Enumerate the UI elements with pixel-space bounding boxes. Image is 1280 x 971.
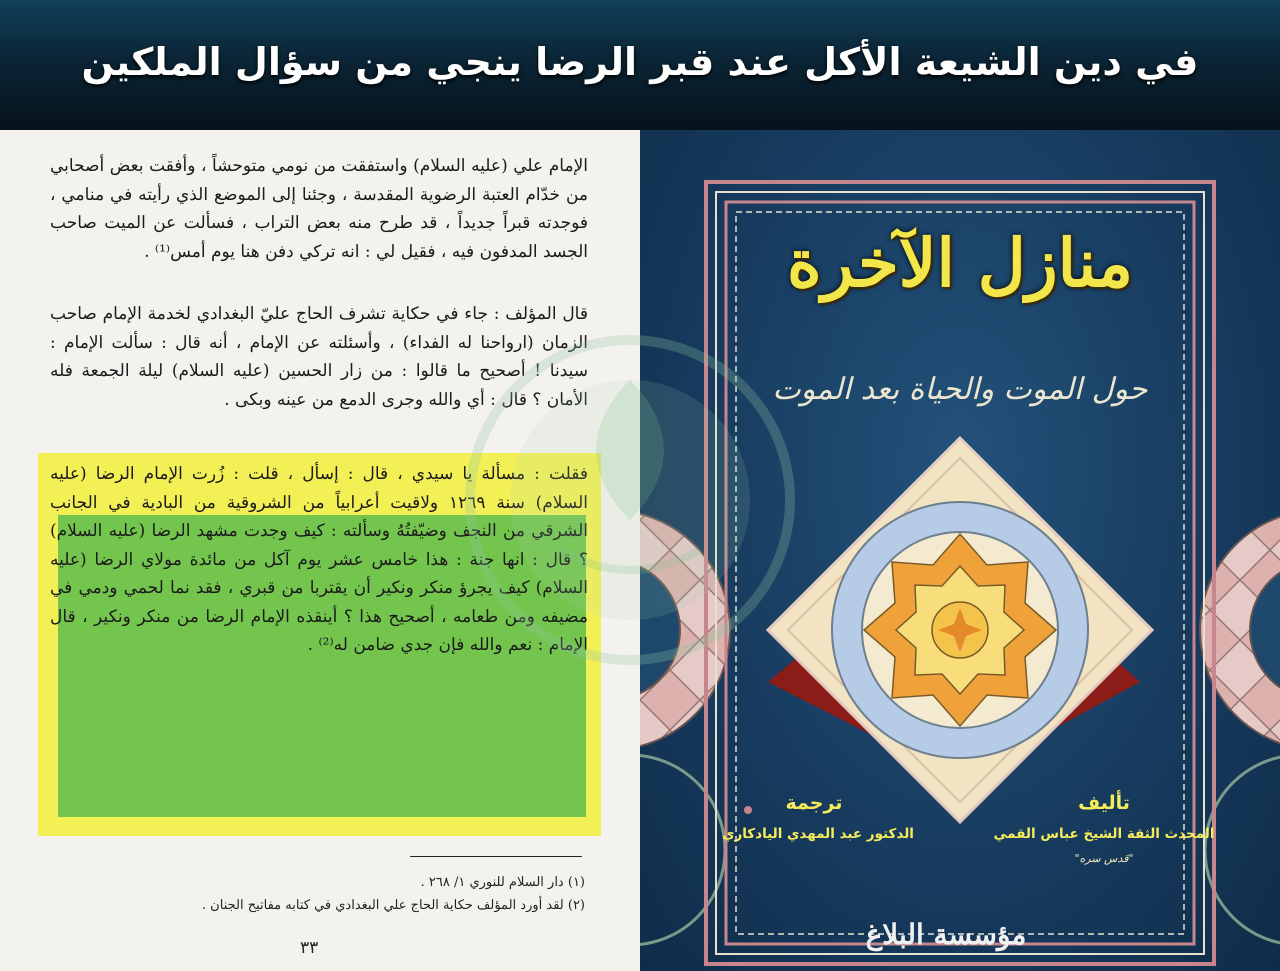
footnote-divider <box>410 856 582 857</box>
author-label: تأليف <box>1078 792 1130 814</box>
page-paragraph-2: قال المؤلف : جاء في حكاية تشرف الحاج عليّ البغدادي لخدمة الإمام صاحب الزمان (ارواحنا له الفداء) ، وأسئلته عن الإمام ، أنه قال : سألت الإمام : سيدنا ! أصحيح ما قالوا : من زار الحسين (عليه السلام) ليلة الجمعة فله الأمان ؟ قال : أي والله وجرى الدمع من عينه وبكى . <box>50 304 588 410</box>
page-paragraph-1: الإمام علي (عليه السلام) واستفقت من نومي متوحشاً ، وأفقت بعض أصحابي من خدّام العتبة الرضوية المقدسة ، وجئنا إلى الموضع الذي رأيته في منامي ، فوجدته قبراً جديداً ، قد طرح منه بعض التراب ، فسألت عن الميت صاحب الجسد المدفون فيه ، فقيل لي : انه تركي دفن هنا يوم أمس⁽¹⁾ . <box>50 156 588 262</box>
book-cover <box>640 130 1280 971</box>
cover-title: منازل الآخرة <box>787 224 1133 302</box>
banner-title: في دين الشيعة الأكل عند قبر الرضا ينجي من سؤال الملكين <box>81 40 1199 84</box>
page-number: ٣٣ <box>300 938 319 958</box>
author-honorific: "قدس سره" <box>1074 852 1134 865</box>
header-banner <box>0 0 1280 130</box>
footnote-1: (١) دار السلام للنوري ١/ ٢٦٨ . <box>420 875 585 890</box>
translator-label: ترجمة <box>785 792 843 814</box>
translator-name: الدكتور عبد المهدي اليادكاري <box>722 826 914 842</box>
footnote-2: (٢) لقد أورد المؤلف حكاية الحاج علي البغدادي في كتابه مفاتيح الجنان . <box>201 898 585 913</box>
cover-subtitle: حول الموت والحياة بعد الموت <box>772 372 1148 407</box>
book-page-scan <box>0 130 640 971</box>
author-name: المحدث الثقة الشيخ عباس القمي <box>993 826 1215 842</box>
page-paragraph-3-highlighted: فقلت : مسألة يا سيدي ، قال : إسأل ، قلت : زُرت الإمام الرضا (عليه السلام) سنة ١٢٦٩ ولاقيت أعرابياً من الشروقية من البادية في الجانب الشرقي من النجف وضيّفتُهُ وسألته : كيف وجدت مشهد الرضا (عليه السلام) ؟ قال : انها جنة : هذا خامس عشر يوم آكل من مائدة مولاي الرضا (عليه السلام) كيف يجرؤ منكر ونكير أن يقتربا من قبري ، فقد نما لحمي ودمي في مضيفه ومن طعامه ، أصحيح هذا ؟ أينقذه الإمام الرضا من منكر ونكير ، قال الإمام : نعم والله فإن جدي ضامن له⁽²⁾ . <box>50 464 588 655</box>
publisher-name: مؤسسة البلاغ <box>865 918 1027 951</box>
